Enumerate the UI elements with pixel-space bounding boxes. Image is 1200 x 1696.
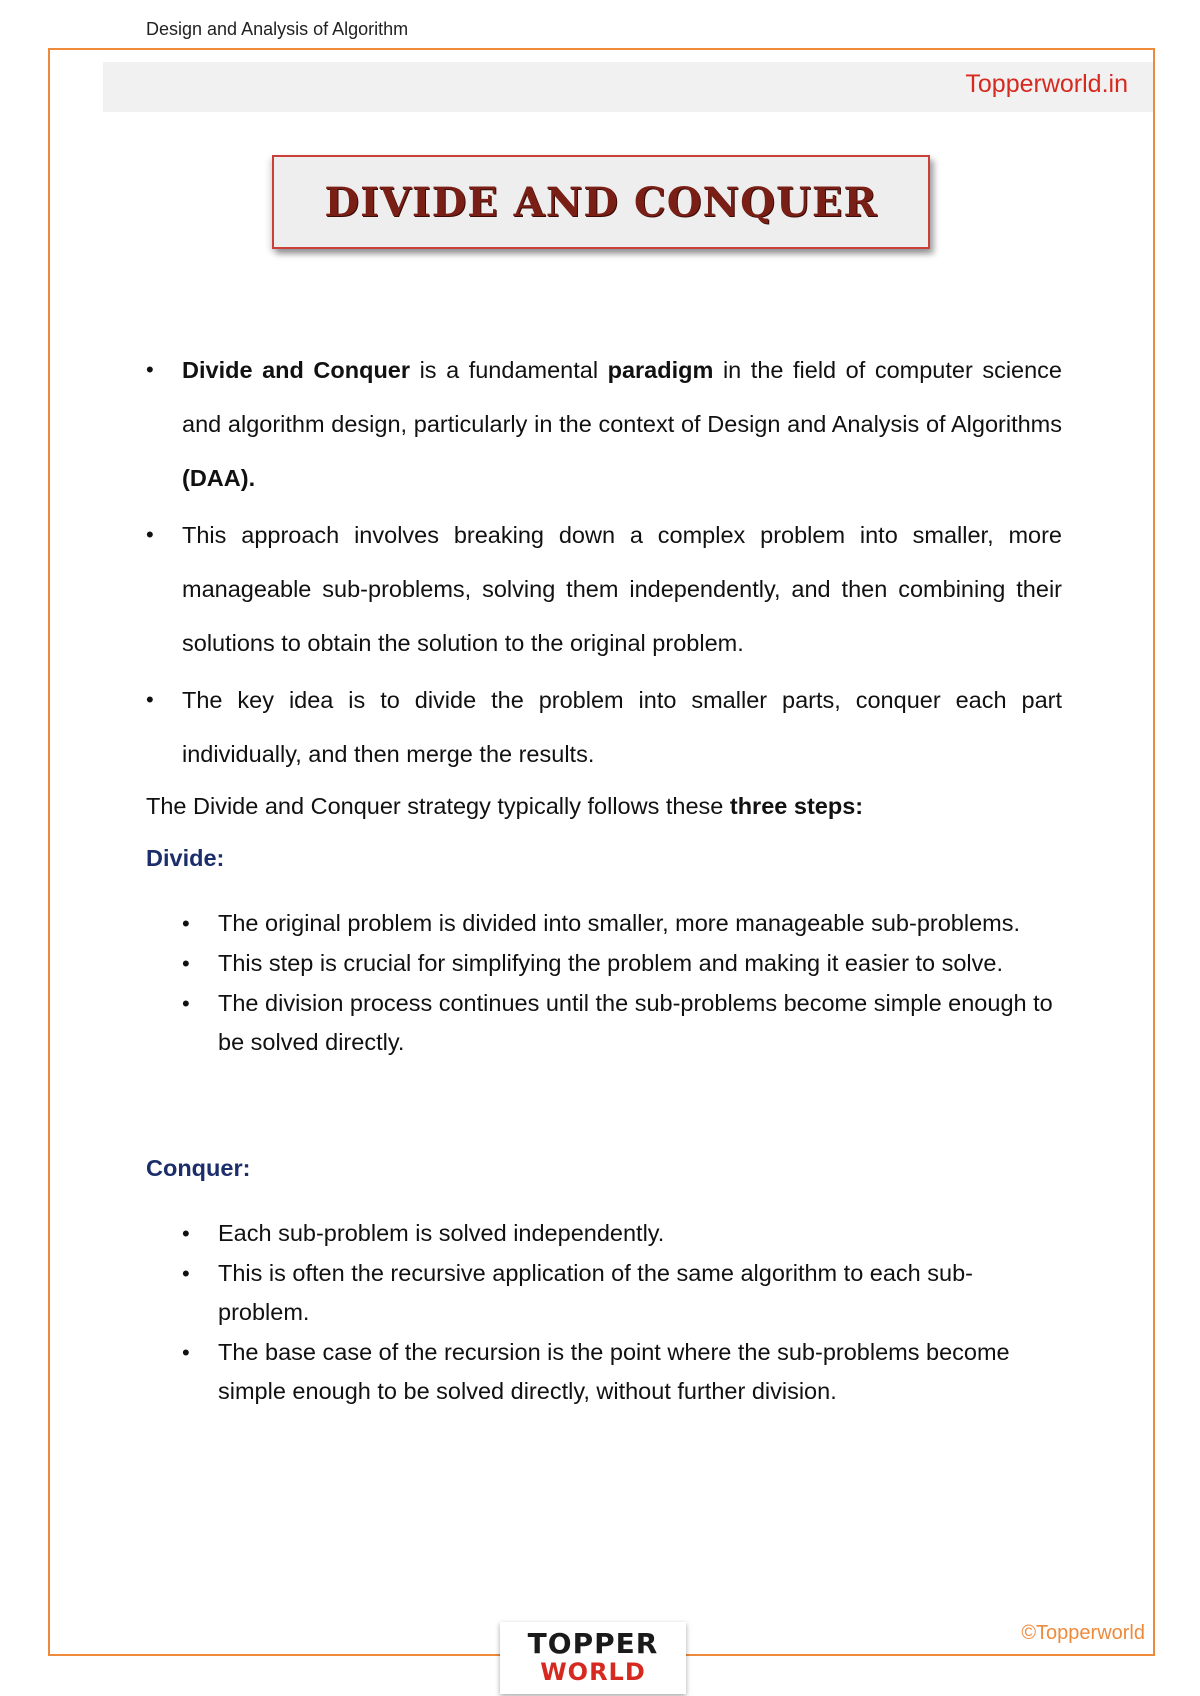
strategy-intro <box>146 790 1062 822</box>
list-item: • The division process continues until the sub-problems become simple enough to be solved directly. <box>182 984 1062 1062</box>
intro-bullet-list <box>146 343 1062 784</box>
bold-term: Divide and Conquer <box>182 357 411 383</box>
page-caption: Design and Analysis of Algorithm <box>146 19 409 39</box>
section-heading-divide: Divide: <box>146 845 225 871</box>
section-heading-conquer: Conquer: <box>146 1155 251 1181</box>
list-item: • This step is crucial for simplifying the problem and making it easier to solve. <box>182 944 1062 983</box>
bold-term: paradigm <box>607 357 714 383</box>
title-box <box>272 155 930 249</box>
list-item: • Each sub-problem is solved independently. <box>182 1214 1062 1253</box>
page-title: DIVIDE AND CONQUER <box>324 178 878 226</box>
list-item: • The key idea is to divide the problem into smaller parts, conquer each part individually, and then merge the results. <box>146 673 1062 781</box>
logo-text-bottom: WORLD <box>540 1658 646 1686</box>
body-text: in the field of computer science and algorithm design, particularly in the context of Design and Analysis of Algorithms <box>182 357 1063 437</box>
copyright-text: ©Topperworld <box>1021 1622 1145 1644</box>
topperworld-logo <box>500 1622 686 1694</box>
bold-term: three steps: <box>729 793 864 819</box>
list-item: • This approach involves breaking down a complex problem into smaller, more manageable sub-problems, solving them independently, and then combining their solutions to obtain the solution to the original problem. <box>146 508 1062 670</box>
body-text: The Divide and Conquer strategy typically follows these <box>146 793 730 819</box>
divide-list <box>182 904 1062 1063</box>
logo-text-top: TOPPER <box>527 1627 659 1660</box>
body-text: is a fundamental <box>410 357 608 383</box>
list-item: • The base case of the recursion is the point where the sub-problems become simple enough to be solved directly, without further division. <box>182 1333 1062 1411</box>
list-item: • The original problem is divided into smaller, more manageable sub-problems. <box>182 904 1062 943</box>
bold-term: (DAA). <box>182 465 256 491</box>
list-item <box>146 343 1062 505</box>
site-link[interactable]: Topperworld.in <box>965 70 1128 98</box>
list-item: • This is often the recursive application of the same algorithm to each sub-problem. <box>182 1254 1062 1332</box>
conquer-list <box>182 1214 1062 1412</box>
